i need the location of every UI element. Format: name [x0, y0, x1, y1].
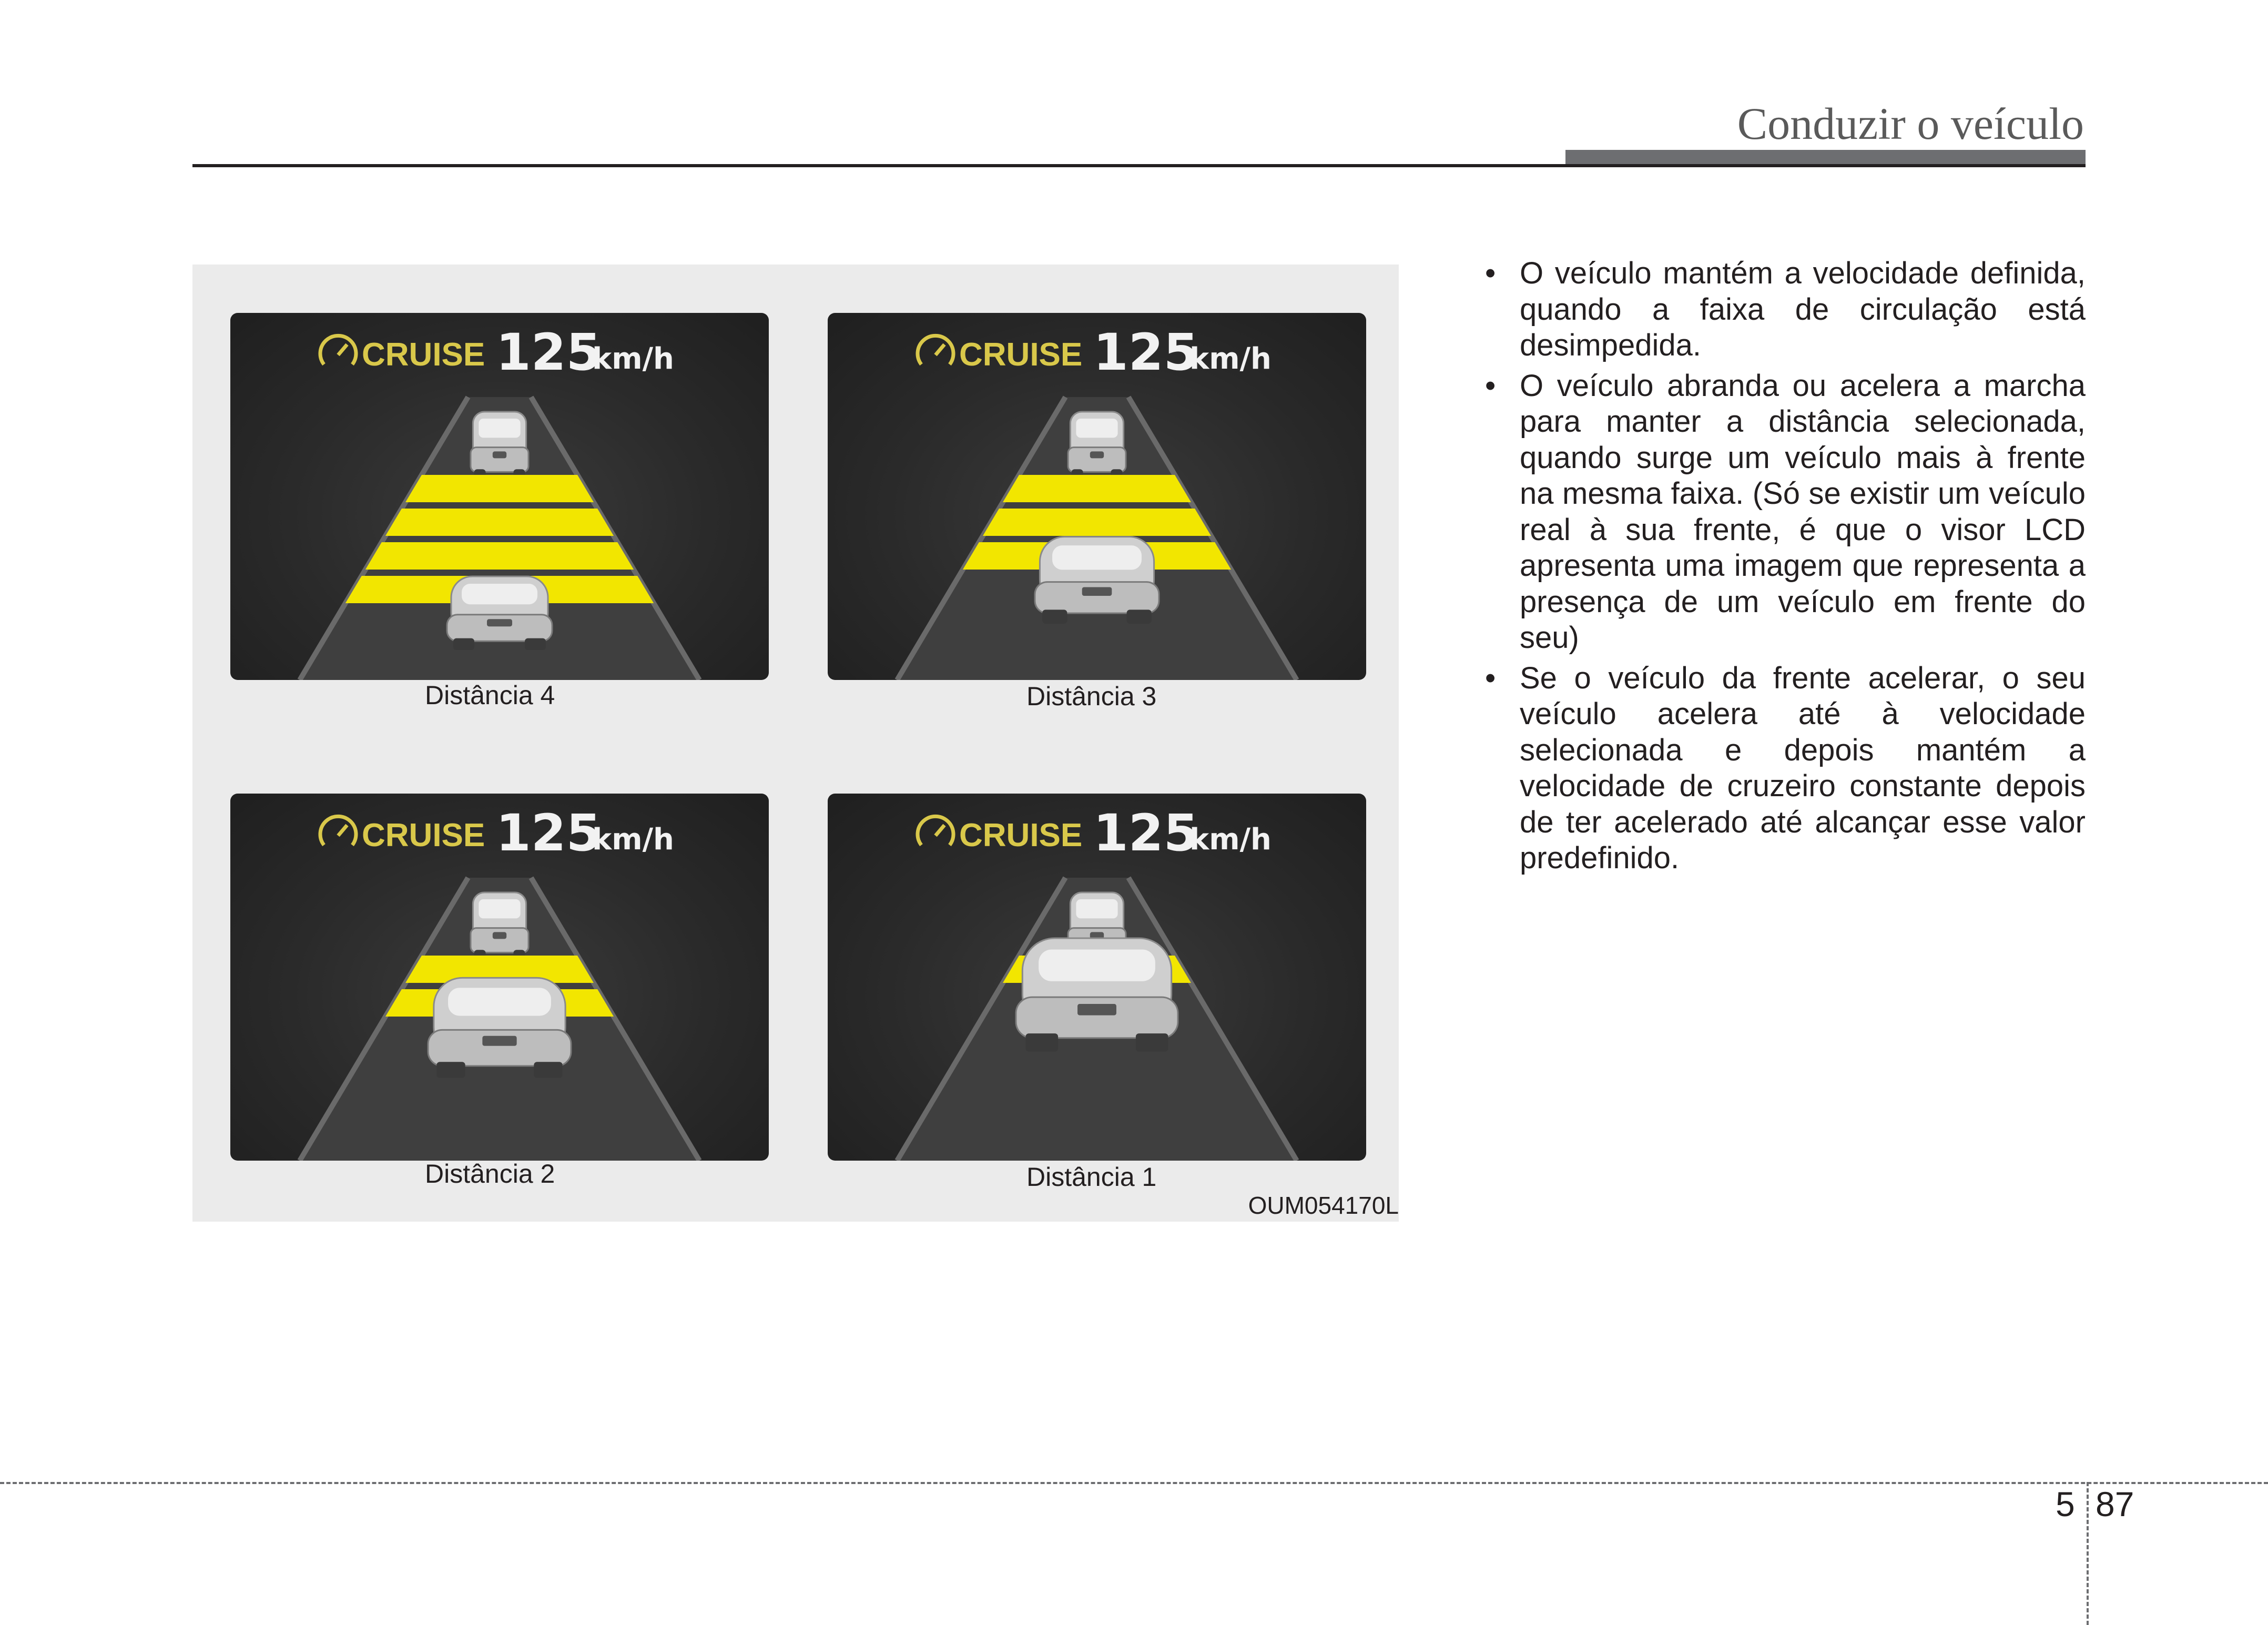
lead-vehicle [471, 892, 528, 961]
header-rule-thick [1565, 150, 2086, 165]
cruise-gauge-icon [918, 816, 953, 845]
panel-caption-distance-4: Distância 4 [425, 681, 555, 710]
speed-unit: km/h [592, 342, 674, 376]
speed-unit: km/h [1189, 822, 1272, 857]
distance-bar [1003, 475, 1191, 502]
panel-caption-distance-1: Distância 1 [1026, 1162, 1157, 1192]
figure-code: OUM054170L [1248, 1192, 1399, 1219]
lead-vehicle [471, 412, 528, 480]
panel-caption-distance-3: Distância 3 [1026, 682, 1157, 711]
own-vehicle [1016, 938, 1178, 1052]
lead-vehicle [1068, 412, 1126, 480]
lcd-display-graphic [230, 313, 769, 680]
footer-dashed-rule [0, 1482, 2268, 1484]
footer-dashed-divider [2087, 1482, 2089, 1625]
cruise-header [320, 804, 674, 862]
cruise-label: CRUISE [959, 817, 1083, 854]
lcd-display-graphic [230, 794, 769, 1161]
chapter-number: 5 [2056, 1485, 2075, 1524]
bullet-list [1483, 256, 2086, 881]
cruise-label: CRUISE [959, 337, 1083, 373]
page-header-title: Conduzir o veículo [1737, 98, 2084, 149]
set-speed-value: 125 [1093, 323, 1199, 382]
cruise-distance-figure [192, 265, 1399, 1222]
distance-bar [385, 509, 614, 536]
distance-bar [983, 509, 1211, 536]
speed-unit: km/h [592, 822, 674, 857]
cruise-label: CRUISE [362, 337, 485, 373]
lcd-panel-distance-2 [230, 794, 769, 1161]
lcd-display-graphic [828, 794, 1366, 1161]
cruise-header [918, 323, 1272, 382]
page-number: 87 [2096, 1485, 2134, 1524]
bullet-item: • Se o veículo da frente acelerar, o seu veículo acelera até à velocidade selecionada e depois mantém a velocidade de cruzeiro constante depois de ter acelerado até alcançar esse valor predefinido. [1483, 661, 2086, 877]
distance-bar [405, 475, 594, 502]
cruise-label: CRUISE [362, 817, 485, 854]
bullet-item: • O veículo abranda ou acelera a marcha para manter a distância selecionada, quando surge um veículo mais à frente na mesma faixa. (Só se existir um veículo real à sua frente, é que o visor LCD apresenta uma imagem que representa a presença de um veículo em frente do seu) [1483, 368, 2086, 656]
cruise-gauge-icon [320, 816, 356, 845]
lcd-display-graphic [828, 313, 1366, 680]
bullet-item: • O veículo mantém a velocidade definida, quando a faixa de circulação está desimpedida. [1483, 256, 2086, 364]
cruise-header [320, 323, 674, 382]
cruise-header [918, 804, 1272, 862]
speed-unit: km/h [1189, 342, 1272, 376]
own-vehicle [428, 978, 571, 1078]
set-speed-value: 125 [496, 323, 602, 382]
lcd-panel-distance-1 [828, 794, 1366, 1161]
set-speed-value: 125 [1093, 804, 1199, 862]
distance-bar [365, 542, 634, 570]
panel-caption-distance-2: Distância 2 [425, 1159, 555, 1189]
own-vehicle [1035, 537, 1159, 624]
lcd-panel-distance-3 [828, 313, 1366, 680]
own-vehicle [447, 576, 552, 650]
cruise-gauge-icon [320, 336, 356, 364]
cruise-gauge-icon [918, 336, 953, 364]
set-speed-value: 125 [496, 804, 602, 862]
header-rule [192, 164, 2086, 167]
lcd-panel-distance-4 [230, 313, 769, 680]
